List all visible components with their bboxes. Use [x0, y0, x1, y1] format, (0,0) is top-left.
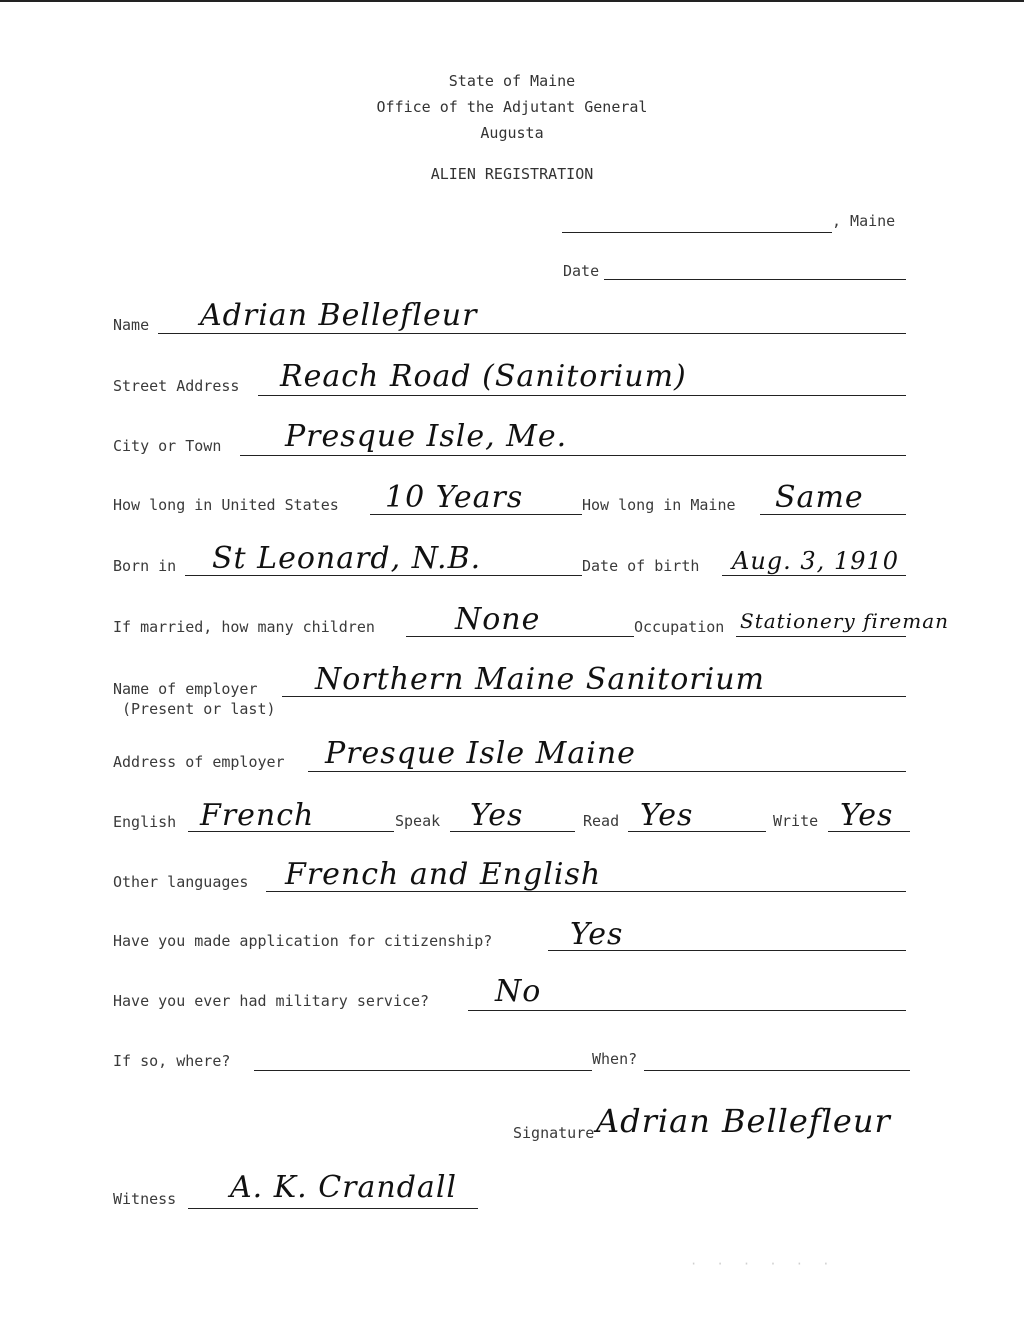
when-label: When?: [592, 1050, 638, 1068]
street-label: Street Address: [113, 377, 240, 395]
name-label: Name: [113, 316, 150, 334]
military-line: [468, 1010, 906, 1011]
witness-value: A. K. Crandall: [230, 1170, 458, 1205]
street-value: Reach Road (Sanitorium): [280, 359, 687, 394]
how-long-us-value: 10 Years: [385, 480, 524, 515]
military-value: No: [495, 974, 542, 1009]
born-in-value: St Leonard, N.B.: [212, 541, 482, 576]
other-languages-label: Other languages: [113, 873, 249, 891]
place-suffix: , Maine: [832, 212, 896, 230]
other-languages-value: French and English: [285, 857, 602, 892]
date-line: [604, 279, 906, 280]
dob-label: Date of birth: [582, 557, 700, 575]
citizenship-label: Have you made application for citizenship?: [113, 932, 493, 950]
form-title: ALIEN REGISTRATION: [430, 165, 594, 183]
city-label: City or Town: [113, 437, 222, 455]
how-long-maine-label: How long in Maine: [582, 496, 736, 514]
read-label: Read: [583, 812, 620, 830]
occupation-label: Occupation: [634, 618, 725, 636]
occupation-line: [736, 636, 906, 637]
date-label: Date: [563, 262, 600, 280]
place-line: [562, 232, 832, 233]
employer-address-line: [308, 771, 906, 772]
write-label: Write: [773, 812, 819, 830]
employer-label: Name of employer: [113, 680, 258, 698]
witness-label: Witness: [113, 1190, 177, 1208]
speak-value: Yes: [470, 798, 524, 833]
where-line: [254, 1070, 592, 1071]
english-label: English: [113, 813, 177, 831]
children-label: If married, how many children: [113, 618, 375, 636]
dob-line: [722, 575, 906, 576]
city-value: Presque Isle, Me.: [285, 419, 568, 454]
read-value: Yes: [640, 798, 694, 833]
employer-address-value: Presque Isle Maine: [325, 736, 636, 771]
faint-stamp: · · · · · ·: [690, 1257, 836, 1271]
street-line: [258, 395, 906, 396]
when-line: [644, 1070, 910, 1071]
write-value: Yes: [840, 798, 894, 833]
dob-value: Aug. 3, 1910: [732, 547, 900, 575]
header-city: Augusta: [480, 124, 544, 142]
witness-line: [188, 1208, 478, 1209]
where-label: If so, where?: [113, 1052, 231, 1070]
children-value: None: [455, 602, 541, 637]
employer-address-label: Address of employer: [113, 753, 285, 771]
how-long-us-label: How long in United States: [113, 496, 339, 514]
city-line: [240, 455, 906, 456]
header-state: State of Maine: [448, 72, 576, 90]
header-office: Office of the Adjutant General: [376, 98, 648, 116]
signature-label: Signature: [513, 1124, 595, 1142]
speak-label: Speak: [395, 812, 441, 830]
military-label: Have you ever had military service?: [113, 992, 430, 1010]
citizenship-value: Yes: [570, 917, 624, 952]
employer-value: Northern Maine Sanitorium: [315, 662, 765, 697]
born-in-label: Born in: [113, 557, 177, 575]
signature-value: Adrian Bellefleur: [596, 1102, 891, 1140]
occupation-value: Stationery fireman: [740, 609, 950, 633]
how-long-maine-value: Same: [775, 480, 864, 515]
english-value: French: [200, 798, 315, 833]
employer-sublabel: (Present or last): [122, 700, 276, 718]
name-value: Adrian Bellefleur: [200, 298, 478, 333]
name-line: [158, 333, 906, 334]
